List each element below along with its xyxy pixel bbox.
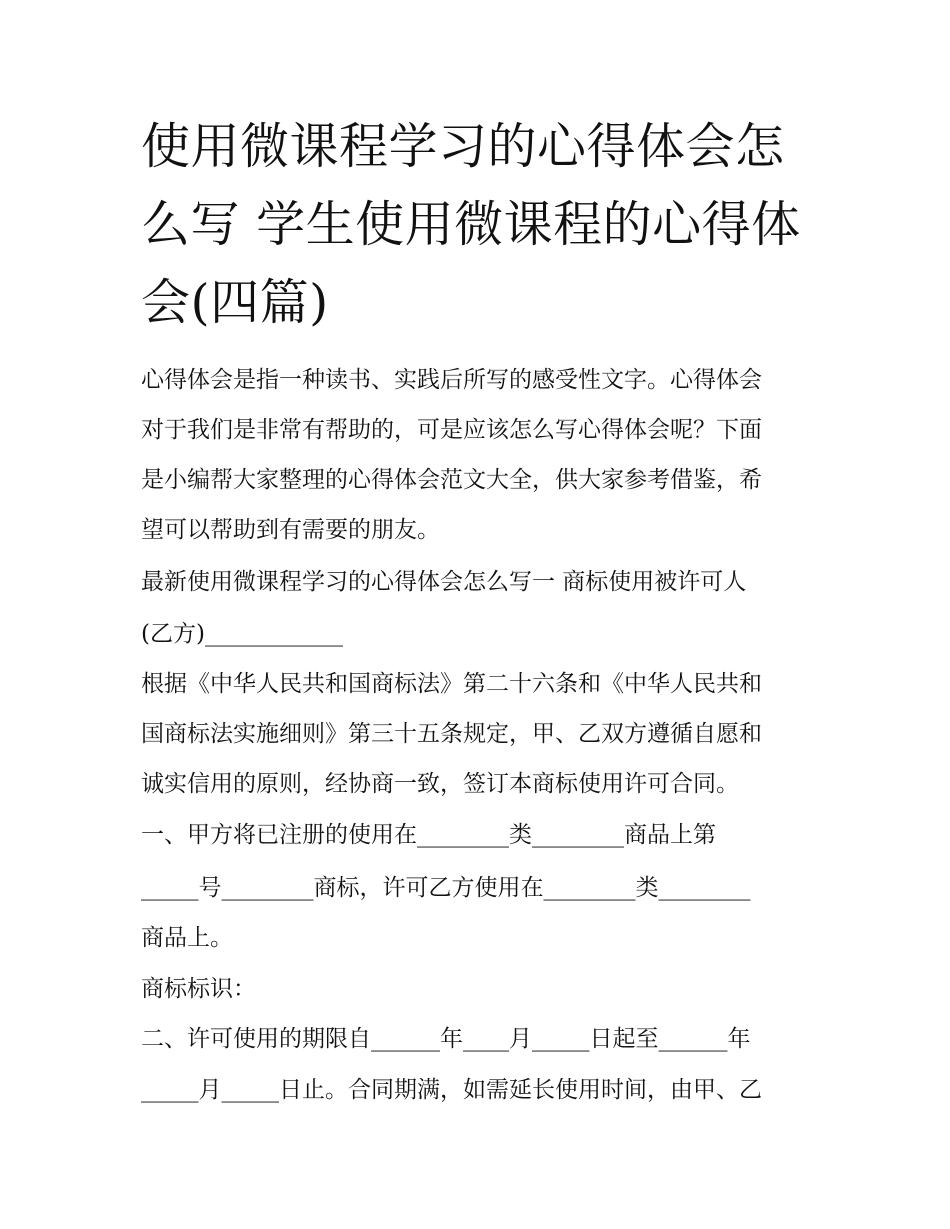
intro-line: 望可以帮助到有需要的朋友。 [141,517,440,543]
body-line: 诚实信用的原则，经协商一致，签订本商标使用许可合同。 [141,771,739,797]
licensee-line: (乙方)____________ [141,621,343,647]
section-heading-line: 最新使用微课程学习的心得体会怎么写一 商标使用被许可人 [141,569,747,595]
clause-line: 商品上。 [141,925,233,951]
intro-line: 是小编帮大家整理的心得体会范文大全，供大家参考借鉴，希 [141,467,762,493]
clause-line: _____号________商标，许可乙方使用在________类________ [141,875,751,901]
body-line: 根据《中华人民共和国商标法》第二十六条和《中华人民共和 [141,671,762,697]
body-line: 国商标法实施细则》第三十五条规定，甲、乙双方遵循自愿和 [141,721,762,747]
title-line: 么写 学生使用微课程的心得体 [141,196,801,253]
clause-line: 二、许可使用的期限自______年____月_____日起至______年 [141,1026,751,1052]
document-title [141,108,821,342]
title-line: 会(四篇) [141,274,329,331]
trademark-mark-label: 商标标识： [141,976,256,1002]
intro-line: 心得体会是指一种读书、实践后所写的感受性文字。心得体会 [141,367,762,393]
clause-line: _____月_____日止。合同期满，如需延长使用时间，由甲、乙 [141,1077,762,1103]
title-line: 使用微课程学习的心得体会怎 [141,118,785,175]
clause-line: 一、甲方将已注册的使用在________类________商品上第 [141,822,716,848]
intro-line: 对于我们是非常有帮助的，可是应该怎么写心得体会呢？下面 [141,417,762,443]
